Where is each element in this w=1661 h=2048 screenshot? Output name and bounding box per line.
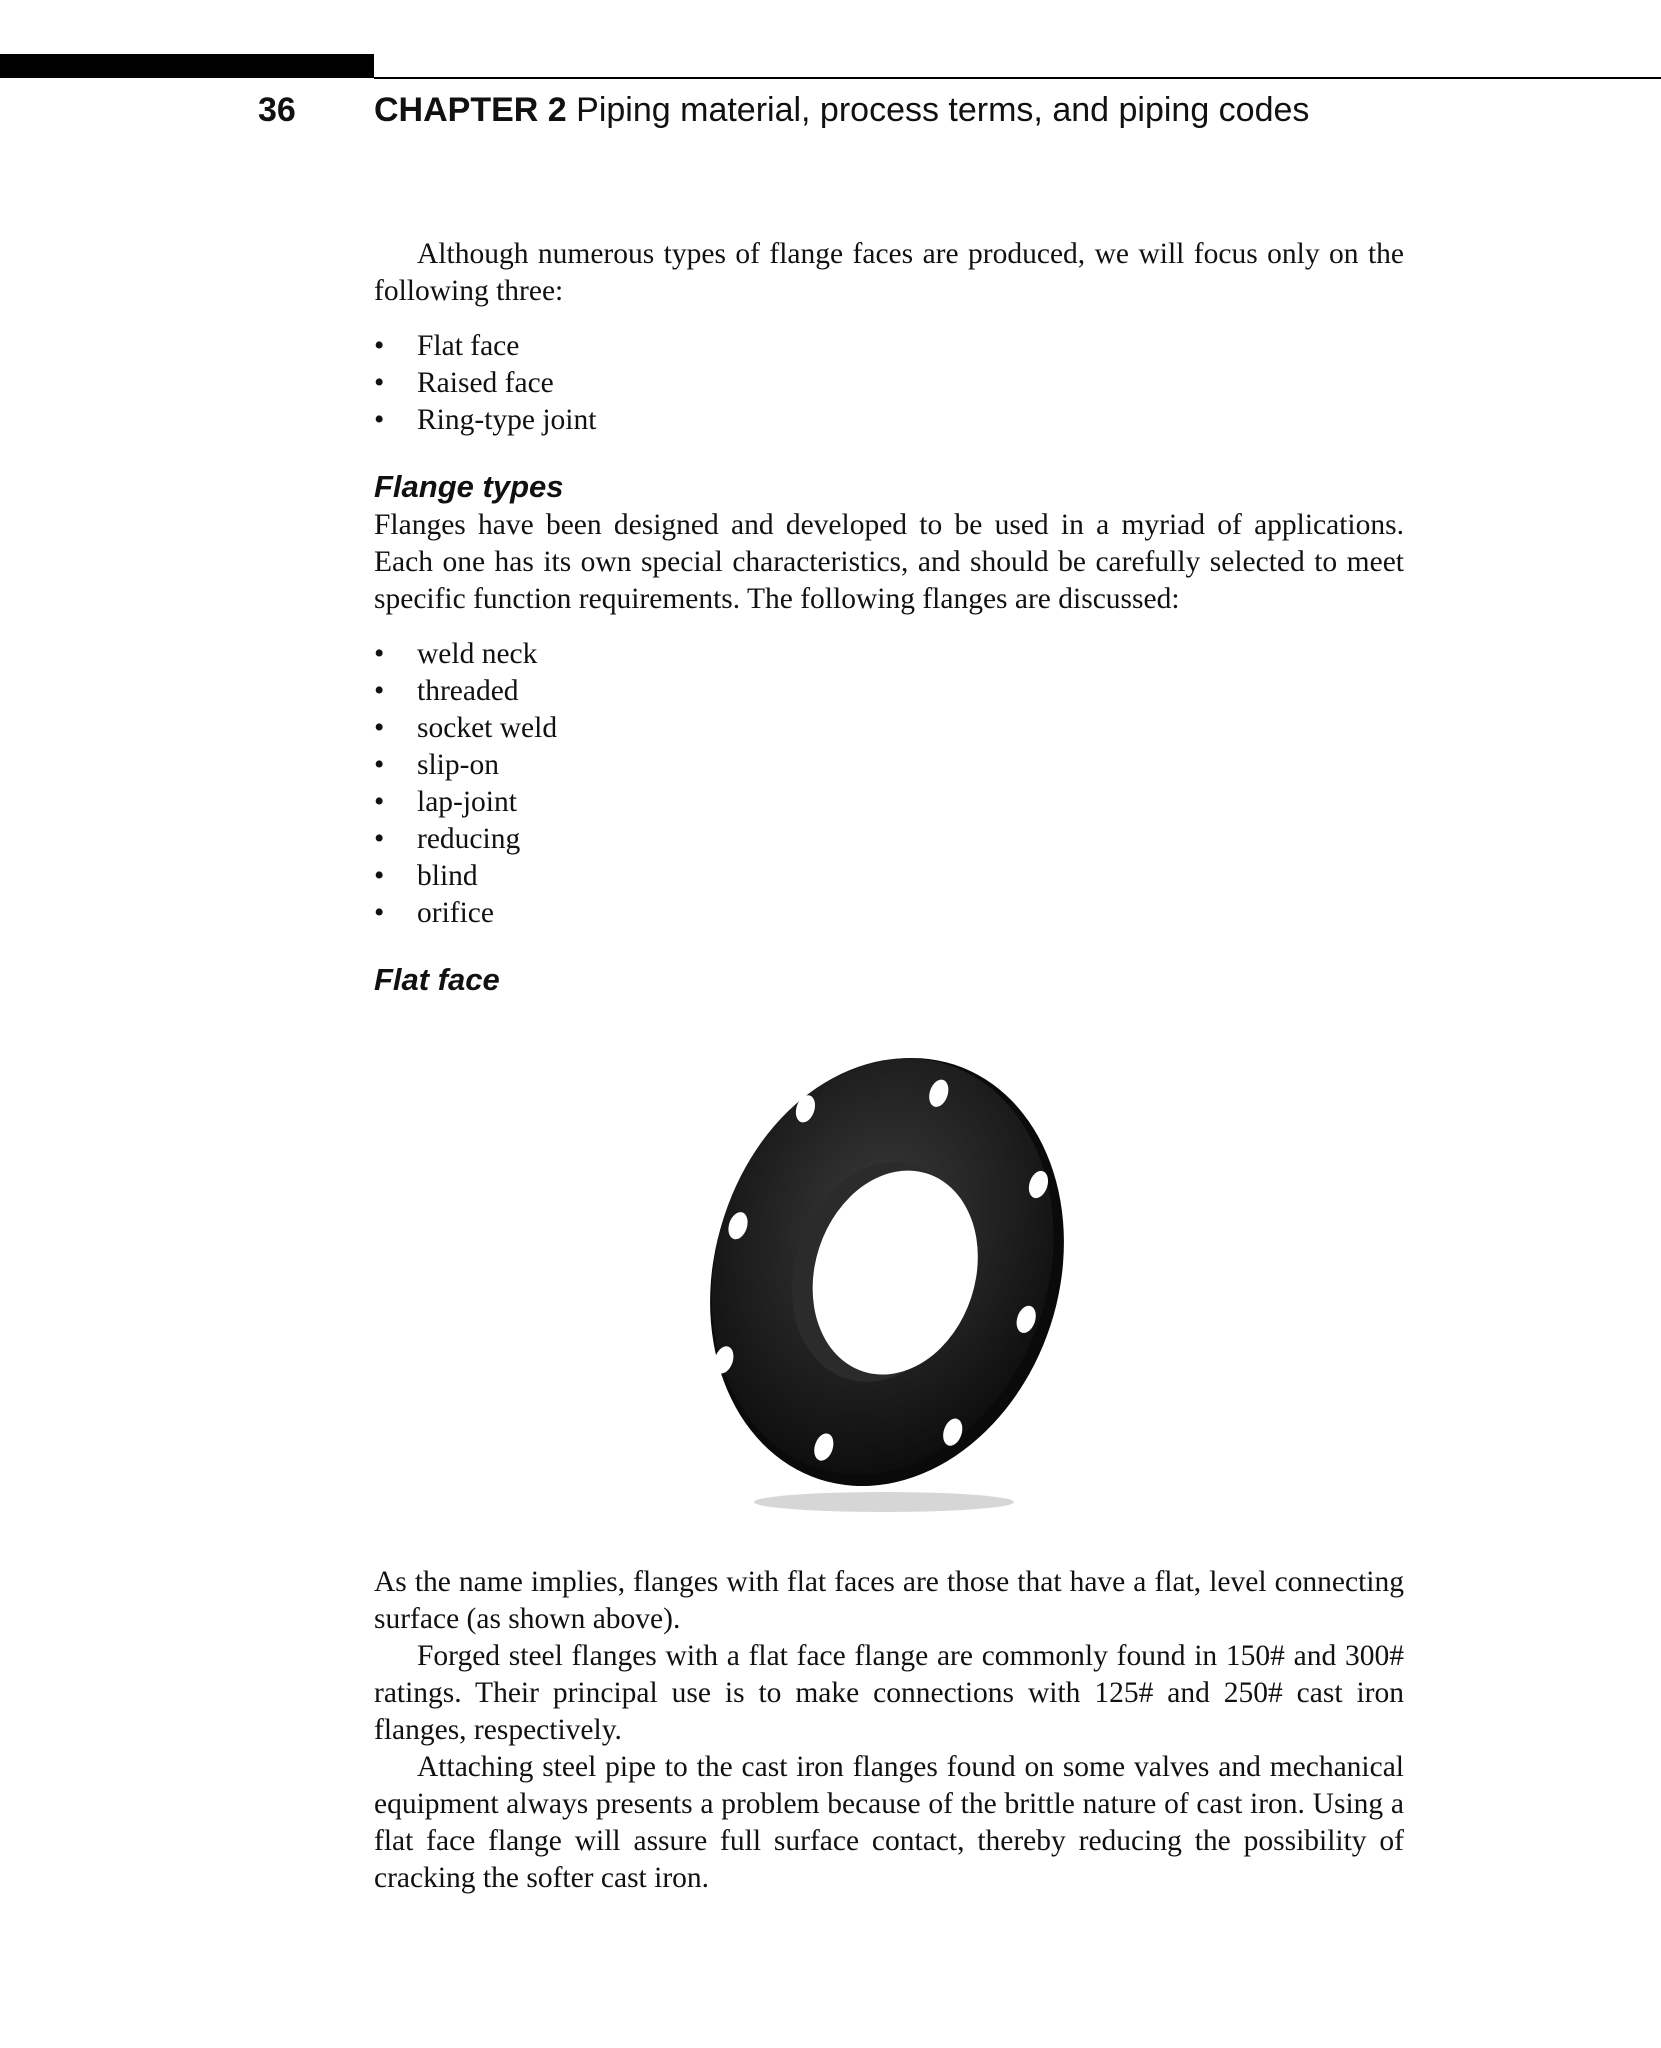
bullet-icon: • — [374, 367, 385, 399]
bullet-icon: • — [374, 404, 385, 436]
page-body — [374, 236, 1404, 1897]
list-item: • Flat face — [374, 328, 1404, 365]
bullet-icon: • — [374, 330, 385, 362]
list-item: • blind — [374, 858, 1404, 895]
bullet-icon: • — [374, 860, 385, 892]
flat-face-paragraph-3: Attaching steel pipe to the cast iron flanges found on some valves and mechanical equipment always presents a problem because of the brittle nature of cast iron. Using a flat face flange will assure full surface contact, thereby reducing the possibility of cracking the softer cast iron. — [374, 1751, 1404, 1894]
list-item: • threaded — [374, 673, 1404, 710]
list-item: • socket weld — [374, 710, 1404, 747]
bullet-icon: • — [374, 675, 385, 707]
flat-face-flange-image — [659, 1024, 1119, 1524]
chapter-title: Piping material, process terms, and piping codes — [576, 91, 1310, 129]
flat-face-paragraph-2: Forged steel flanges with a flat face flange are commonly found in 150# and 300# ratings. Their principal use is to make connections with 125# and 250# cast iron flanges, respectively. — [374, 1640, 1404, 1746]
header-rule — [374, 77, 1661, 79]
running-head — [374, 88, 1309, 132]
list-item: • orifice — [374, 895, 1404, 932]
flange-types-paragraph: Flanges have been designed and developed to be used in a myriad of applications. Each one has its own special characteristics, and should be carefully selected to meet specific function requirements. The following flanges are discussed: — [374, 509, 1404, 615]
list-item: • weld neck — [374, 636, 1404, 673]
bullet-icon: • — [374, 897, 385, 929]
list-item: • lap-joint — [374, 784, 1404, 821]
bullet-icon: • — [374, 749, 385, 781]
bullet-icon: • — [374, 638, 385, 670]
list-item: • Ring-type joint — [374, 402, 1404, 439]
list-item: • Raised face — [374, 365, 1404, 402]
bullet-icon: • — [374, 786, 385, 818]
flange-face-list — [374, 328, 1404, 439]
flange-type-list — [374, 636, 1404, 932]
flat-face-paragraph-1: As the name implies, flanges with flat faces are those that have a flat, level connecting surface (as shown above). — [374, 1566, 1404, 1635]
intro-paragraph: Although numerous types of flange faces are produced, we will focus only on the following three: — [374, 238, 1404, 307]
list-item: • reducing — [374, 821, 1404, 858]
page-number: 36 — [258, 91, 296, 129]
bullet-icon: • — [374, 823, 385, 855]
header-bar — [0, 54, 374, 78]
flange-figure — [374, 1024, 1404, 1524]
bullet-icon: • — [374, 712, 385, 744]
flange-types-heading: Flange types — [374, 469, 564, 504]
list-item: • slip-on — [374, 747, 1404, 784]
flat-face-heading: Flat face — [374, 962, 500, 997]
chapter-label: CHAPTER 2 — [374, 91, 567, 129]
